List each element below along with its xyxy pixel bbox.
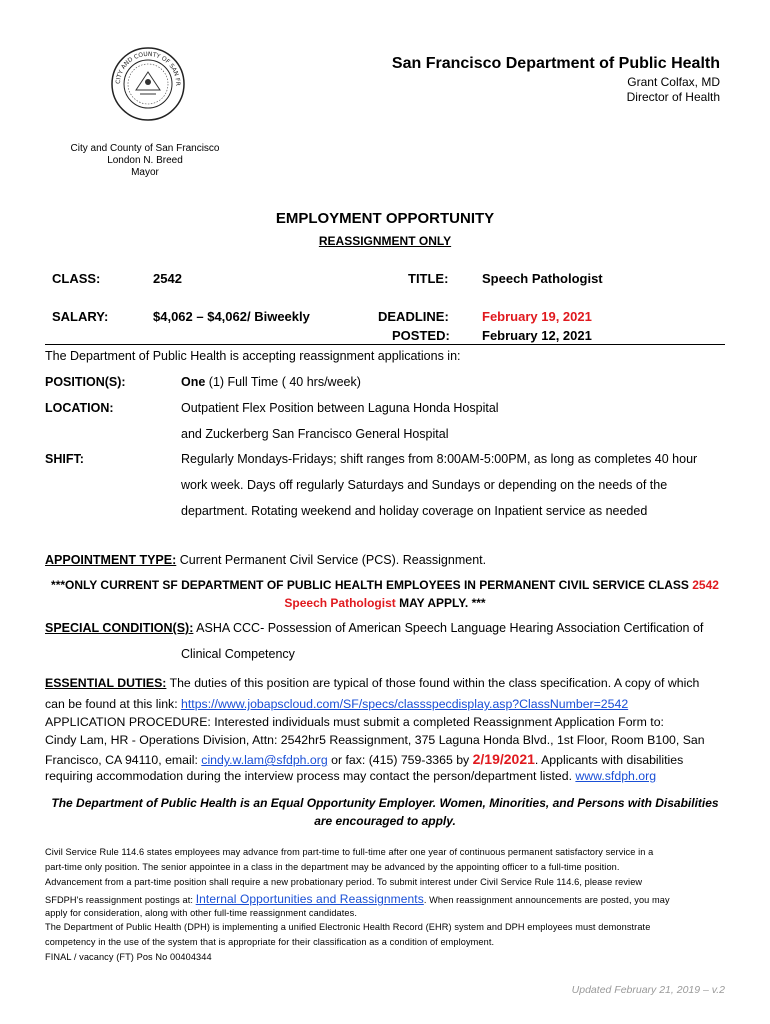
- shift-line-1: Regularly Mondays-Fridays; shift ranges from 8:00AM-5:00PM, as long as completes 40 hour: [181, 452, 698, 466]
- appointment-type: APPOINTMENT TYPE: Current Permanent Civil Service (PCS). Reassignment.: [45, 553, 487, 567]
- application-line-1: APPLICATION PROCEDURE: Interested individuals must submit a completed Reassignment Application Form to:: [45, 715, 664, 729]
- deadline-label: DEADLINE:: [378, 309, 449, 324]
- page-title: EMPLOYMENT OPPORTUNITY: [275, 210, 495, 227]
- fine-print-line-8: FINAL / vacancy (FT) Pos No 00404344: [45, 952, 212, 962]
- application-line-3: Francisco, CA 94110, email: cindy.w.lam@sfdph.org or fax: (415) 759-3365 by 2/19/2021. Applicants with disabilities: [45, 751, 684, 767]
- director-title: Director of Health: [626, 90, 720, 104]
- special-conditions-line-2: Clinical Competency: [181, 647, 295, 661]
- page-subtitle: REASSIGNMENT ONLY: [318, 234, 452, 248]
- location-label: LOCATION:: [45, 401, 114, 415]
- eligibility-notice-line-2: Speech Pathologist MAY APPLY. ***: [284, 596, 486, 610]
- application-line-2: Cindy Lam, HR - Operations Division, Attn: 2542hr5 Reassignment, 375 Laguna Honda Blvd., 1st Floor, Room B100, San: [45, 733, 705, 747]
- location-line-1: Outpatient Flex Position between Laguna Honda Hospital: [181, 401, 499, 415]
- internal-opportunities-link[interactable]: Internal Opportunities and Reassignments: [195, 892, 424, 906]
- footer-version: Updated February 21, 2019 – v.2: [571, 984, 725, 996]
- class-spec-link-line: can be found at this link: https://www.jobapscloud.com/SF/specs/classspecdisplay.asp?ClassNumber=2542: [45, 697, 629, 711]
- eligibility-notice-line-1: ***ONLY CURRENT SF DEPARTMENT OF PUBLIC HEALTH EMPLOYEES IN PERMANENT CIVIL SERVICE CLASS 2542: [51, 578, 719, 592]
- fine-print-line-5: apply for consideration, along with other full-time reassignment candidates.: [45, 908, 357, 918]
- title-label: TITLE:: [408, 271, 449, 286]
- salary-value: $4,062 – $4,062/ Biweekly: [153, 309, 310, 324]
- fine-print-line-3: Advancement from a part-time position shall require a new probationary period. To submit interest under Civil Service Rule 114.6, please review: [45, 877, 643, 887]
- fine-print-line-2: part-time only position. The senior appointee in a class in the department may be advanced by the appointing officer to a full-time position.: [45, 862, 620, 872]
- intro-text: The Department of Public Health is accepting reassignment applications in:: [45, 349, 461, 363]
- special-conditions: SPECIAL CONDITION(S): ASHA CCC- Possession of American Speech Language Hearing Association Certification of: [45, 621, 704, 635]
- essential-duties: ESSENTIAL DUTIES: The duties of this position are typical of those found within the class specification. A copy of which: [45, 676, 700, 690]
- fine-print-line-4: SFDPH's reassignment postings at: Internal Opportunities and Reassignments. When reassignment announcements are posted, you may: [45, 892, 670, 906]
- posted-value: February 12, 2021: [482, 328, 592, 343]
- divider: [45, 344, 725, 345]
- fine-print-line-6: The Department of Public Health (DPH) is implementing a unified Electronic Health Record (EHR) system and DPH employees must demonstrate: [45, 922, 651, 932]
- eoe-statement-line-2: are encouraged to apply.: [314, 814, 456, 828]
- eoe-statement-line-1: The Department of Public Health is an Equal Opportunity Employer. Women, Minorities, and Persons with Disabilities: [51, 796, 719, 810]
- fine-print-line-1: Civil Service Rule 114.6 states employees may advance from part-time to full-time after one year of continuous permanent satisfactory service in a: [45, 847, 654, 857]
- salary-label: SALARY:: [52, 309, 109, 324]
- class-label: CLASS:: [52, 271, 101, 286]
- shift-line-3: department. Rotating weekend and holiday coverage on Inpatient service as needed: [181, 504, 648, 518]
- department-name: San Francisco Department of Public Health: [391, 55, 720, 72]
- city-name: City and County of San Francisco: [70, 143, 220, 154]
- fine-print-line-7: competency in the use of the system that is appropriate for their classification as a condition of employment.: [45, 937, 495, 947]
- class-value: 2542: [153, 271, 182, 286]
- location-line-2: and Zuckerberg San Francisco General Hospital: [181, 427, 449, 441]
- class-spec-link[interactable]: https://www.jobapscloud.com/SF/specs/classspecdisplay.asp?ClassNumber=2542: [181, 697, 629, 711]
- application-line-4: requiring accommodation during the interview process may contact the person/department listed. www.sfdph.org: [45, 769, 657, 783]
- shift-line-2: work week. Days off regularly Saturdays and Sundays or depending on the needs of the: [181, 478, 668, 492]
- shift-label: SHIFT:: [45, 452, 84, 466]
- director-name: Grant Colfax, MD: [627, 75, 720, 89]
- city-seal-logo: [110, 46, 186, 122]
- svg-text:CITY AND COUNTY OF SAN FRANCIS: CITY AND COUNTY OF SAN FR: [114, 50, 182, 86]
- mayor-name: London N. Breed: [107, 155, 183, 166]
- title-value: Speech Pathologist: [482, 271, 603, 286]
- application-deadline: 2/19/2021: [472, 751, 535, 767]
- sfdph-website-link[interactable]: www.sfdph.org: [575, 769, 657, 783]
- position-label: POSITION(S):: [45, 375, 126, 389]
- posted-label: POSTED:: [392, 328, 450, 343]
- mayor-title: Mayor: [131, 167, 159, 178]
- position-value: One (1) Full Time ( 40 hrs/week): [181, 375, 361, 389]
- deadline-value: February 19, 2021: [482, 309, 592, 324]
- email-link[interactable]: cindy.w.lam@sfdph.org: [201, 753, 328, 767]
